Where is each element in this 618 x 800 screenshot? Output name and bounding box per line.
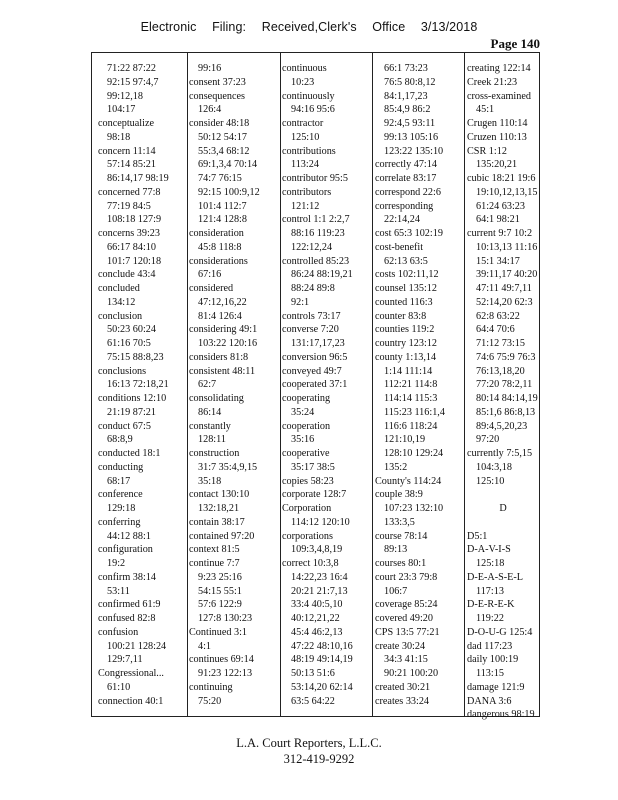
index-entry: cooperation bbox=[282, 420, 331, 432]
index-page-refs: 113:15 bbox=[476, 668, 504, 679]
index-entry: copies 58:23 bbox=[282, 475, 334, 487]
index-page-refs: 85:4,9 86:2 bbox=[384, 104, 431, 116]
index-page-refs: 21:19 87:21 bbox=[107, 406, 156, 418]
index-page-refs: 35:17 38:5 bbox=[291, 461, 335, 473]
column-divider bbox=[464, 53, 465, 716]
index-page-refs: 62:7 bbox=[198, 379, 217, 391]
index-entry: conversion 96:5 bbox=[282, 351, 348, 363]
index-page-refs: 4:1 bbox=[198, 640, 212, 652]
index-page-refs: 117:13 bbox=[476, 585, 504, 597]
index-page-refs: 132:18,21 bbox=[198, 503, 240, 514]
index-page-refs: 57:14 85:21 bbox=[107, 159, 156, 171]
index-page-refs: 34:3 41:15 bbox=[384, 654, 428, 666]
index-page-refs: 121:12 bbox=[291, 200, 320, 212]
index-page-refs: 55:3,4 68:12 bbox=[198, 145, 250, 157]
index-page-refs: 99:13 105:16 bbox=[384, 131, 439, 143]
index-entry: corporate 128:7 bbox=[282, 489, 347, 501]
index-page-refs: 104:3,18 bbox=[476, 461, 512, 473]
index-page-refs: 39:11,17 40:20 bbox=[476, 269, 538, 281]
index-column-3 bbox=[282, 62, 368, 708]
index-page-refs: 106:7 bbox=[384, 585, 408, 597]
index-entry: D5:1 bbox=[467, 530, 488, 542]
index-page-refs: 113:24 bbox=[291, 159, 319, 171]
index-page-refs: 116:6 118:24 bbox=[384, 420, 438, 432]
index-page-refs: 71:12 73:15 bbox=[476, 338, 525, 349]
index-page-refs: 61:24 63:23 bbox=[476, 200, 525, 212]
index-page-refs: 45:1 bbox=[476, 104, 495, 116]
index-entry: conclusion bbox=[98, 310, 143, 322]
index-entry: contain 38:17 bbox=[189, 516, 245, 528]
index-entry: contained 97:20 bbox=[189, 530, 255, 542]
index-entry: Corporation bbox=[282, 503, 332, 514]
index-page-refs: 77:20 78:2,11 bbox=[476, 379, 533, 391]
index-entry: control 1:1 2:2,7 bbox=[282, 214, 350, 226]
index-page-refs: 9:23 25:16 bbox=[198, 571, 242, 583]
index-entry bbox=[467, 516, 539, 530]
index-page-refs: 50:12 54:17 bbox=[198, 131, 247, 143]
index-page-refs: 92:15 97:4,7 bbox=[107, 76, 159, 88]
index-entry: context 81:5 bbox=[189, 544, 240, 556]
index-page-refs: 10:13,13 11:16 bbox=[476, 241, 538, 253]
index-entry: cost 65:3 102:19 bbox=[375, 228, 443, 239]
index-page-refs: 134:12 bbox=[107, 296, 136, 308]
index-entry: concerned 77:8 bbox=[98, 186, 161, 198]
index-entry: corporations bbox=[282, 530, 333, 542]
index-page-refs: 14:22,23 16:4 bbox=[291, 571, 348, 583]
index-page-refs: 35:16 bbox=[291, 434, 315, 446]
index-page-refs: 128:11 bbox=[198, 434, 226, 446]
index-page-refs: 57:6 122:9 bbox=[198, 599, 242, 611]
index-page-refs: 52:14,20 62:3 bbox=[476, 296, 533, 308]
index-page-refs: 92:4,5 93:11 bbox=[384, 118, 436, 129]
index-page-refs: 62:8 63:22 bbox=[476, 310, 520, 322]
index-page-refs: 92:15 100:9,12 bbox=[198, 186, 260, 198]
index-page-refs: 10:23 bbox=[291, 76, 315, 88]
index-page-refs: 88:24 89:8 bbox=[291, 283, 335, 294]
filing-word-5: 3/13/2018 bbox=[420, 20, 478, 34]
index-entry: cooperating bbox=[282, 393, 331, 404]
index-page-refs: 109:3,4,8,19 bbox=[291, 544, 343, 556]
index-page-refs: 121:4 128:8 bbox=[198, 214, 247, 226]
index-page-refs: 76:5 80:8,12 bbox=[384, 76, 436, 88]
index-page-refs: 103:22 120:16 bbox=[198, 338, 258, 349]
index-page-refs: 75:20 bbox=[198, 695, 222, 707]
index-entry: conferring bbox=[98, 516, 141, 528]
index-entry: contributors bbox=[282, 186, 332, 198]
index-entry: counted 116:3 bbox=[375, 296, 433, 308]
index-page-refs: 112:21 114:8 bbox=[384, 379, 438, 391]
column-divider bbox=[187, 53, 188, 716]
index-entry: couple 38:9 bbox=[375, 489, 423, 501]
index-entry: cooperated 37:1 bbox=[282, 379, 348, 391]
index-entry: continuing bbox=[189, 681, 233, 693]
index-entry: contractor bbox=[282, 118, 324, 129]
index-entry: contact 130:10 bbox=[189, 489, 250, 501]
index-entry: consider 48:18 bbox=[189, 118, 250, 129]
index-page-refs: 127:8 130:23 bbox=[198, 613, 253, 624]
index-column-2 bbox=[189, 62, 275, 708]
index-entry: continuously bbox=[282, 90, 335, 102]
index-page-refs: 101:4 112:7 bbox=[198, 200, 247, 212]
index-page-refs: 84:1,17,23 bbox=[384, 90, 428, 102]
index-entry: conference bbox=[98, 489, 143, 501]
index-entry: confirmed 61:9 bbox=[98, 599, 161, 611]
index-frame bbox=[91, 52, 540, 721]
index-entry: County's 114:24 bbox=[375, 475, 442, 487]
index-page-refs: 77:19 84:5 bbox=[107, 200, 151, 212]
index-page-refs: 86:24 88:19,21 bbox=[291, 269, 353, 281]
index-page-refs: 119:22 bbox=[476, 613, 504, 624]
index-entry: controlled 85:23 bbox=[282, 255, 350, 267]
index-entry: covered 49:20 bbox=[375, 613, 433, 624]
index-page-refs: 89:13 bbox=[384, 544, 408, 556]
index-page-refs: 48:19 49:14,19 bbox=[291, 654, 353, 666]
index-page-refs: 125:10 bbox=[291, 131, 320, 143]
index-page-refs: 15:1 34:17 bbox=[476, 255, 520, 267]
index-page-refs: 69:1,3,4 70:14 bbox=[198, 159, 258, 171]
index-page-refs: 125:10 bbox=[476, 475, 505, 487]
index-entry: creating 122:14 bbox=[467, 63, 531, 74]
index-entry: Creek 21:23 bbox=[467, 76, 518, 88]
index-page-refs: 114:14 115:3 bbox=[384, 393, 438, 404]
index-entry: correct 10:3,8 bbox=[282, 558, 339, 569]
index-page-refs: 86:14,17 98:19 bbox=[107, 173, 169, 184]
reporter-phone: 312-419-9292 bbox=[283, 752, 355, 766]
index-column-5 bbox=[467, 62, 539, 722]
index-entry: concerns 39:23 bbox=[98, 228, 160, 239]
index-page-refs: 99:16 bbox=[198, 63, 222, 74]
index-page-refs: 20:21 21:7,13 bbox=[291, 585, 348, 597]
index-entry: conveyed 49:7 bbox=[282, 365, 342, 377]
index-entry: concern 11:14 bbox=[98, 145, 156, 157]
index-entry: conceptualize bbox=[98, 118, 154, 129]
filing-word-1: Electronic bbox=[140, 20, 197, 34]
index-page-refs: 122:12,24 bbox=[291, 241, 333, 253]
index-entry: consideration bbox=[189, 228, 244, 239]
index-entry: coverage 85:24 bbox=[375, 599, 438, 611]
index-entry: CPS 13:5 77:21 bbox=[375, 626, 440, 638]
index-entry: dangerous 98:19 bbox=[467, 709, 535, 721]
index-page-refs: 88:16 119:23 bbox=[291, 228, 345, 239]
index-entry: construction bbox=[189, 448, 240, 459]
index-entry: contributor 95:5 bbox=[282, 173, 348, 184]
index-page-refs: 66:1 73:23 bbox=[384, 63, 428, 74]
index-entry: continue 7:7 bbox=[189, 558, 240, 569]
index-entry: cost-benefit bbox=[375, 241, 424, 253]
index-entry: courses 80:1 bbox=[375, 558, 427, 569]
reporter-company: L.A. Court Reporters, L.L.C. bbox=[236, 736, 382, 750]
index-page-refs: 71:22 87:22 bbox=[107, 63, 156, 74]
index-entry: Crugen 110:14 bbox=[467, 118, 528, 129]
index-entry: create 30:24 bbox=[375, 640, 426, 652]
index-entry: cubic 18:21 19:6 bbox=[467, 173, 536, 184]
index-entry: controls 73:17 bbox=[282, 310, 341, 322]
index-page-refs: 129:7,11 bbox=[107, 654, 143, 666]
index-page-refs: 115:23 116:1,4 bbox=[384, 406, 445, 418]
index-entry: correctly 47:14 bbox=[375, 159, 437, 171]
index-page-refs: 16:13 72:18,21 bbox=[107, 379, 169, 391]
index-page-refs: 104:17 bbox=[107, 104, 136, 116]
index-entry: conduct 67:5 bbox=[98, 420, 151, 432]
index-entry: course 78:14 bbox=[375, 530, 428, 542]
index-entry: counter 83:8 bbox=[375, 310, 427, 322]
index-entry: confusion bbox=[98, 626, 139, 638]
index-entry: continues 69:14 bbox=[189, 654, 254, 666]
index-entry: Continued 3:1 bbox=[189, 626, 248, 638]
index-page-refs: 126:4 bbox=[198, 104, 222, 116]
index-entry bbox=[467, 488, 539, 502]
index-entry: dad 117:23 bbox=[467, 640, 513, 652]
index-page-refs: 61:16 70:5 bbox=[107, 338, 151, 349]
filing-stamp bbox=[0, 20, 618, 34]
index-entry: Congressional... bbox=[98, 668, 164, 679]
index-page-refs: 86:14 bbox=[198, 406, 222, 418]
index-page-refs: 47:22 48:10,16 bbox=[291, 640, 353, 652]
index-page-refs: 44:12 88:1 bbox=[107, 530, 151, 542]
index-page-refs: 74:6 75:9 76:3 bbox=[476, 351, 536, 363]
index-entry: D-E-R-E-K bbox=[467, 599, 515, 611]
index-page-refs: 121:10,19 bbox=[384, 434, 426, 446]
index-entry: considers 81:8 bbox=[189, 351, 249, 363]
index-entry: conclusions bbox=[98, 365, 147, 377]
index-entry: costs 102:11,12 bbox=[375, 269, 439, 281]
index-page-refs: 76:13,18,20 bbox=[476, 365, 525, 377]
index-page-refs: 35:24 bbox=[291, 406, 315, 418]
section-letter: D bbox=[499, 503, 507, 514]
index-entry: CSR 1:12 bbox=[467, 145, 507, 157]
index-page-refs: 98:18 bbox=[107, 131, 131, 143]
index-page-refs: 97:20 bbox=[476, 434, 500, 446]
index-page-refs: 81:4 126:4 bbox=[198, 310, 242, 322]
index-page-refs: 66:17 84:10 bbox=[107, 241, 156, 253]
index-page-refs: 1:14 111:14 bbox=[384, 365, 433, 377]
index-entry: confirm 38:14 bbox=[98, 571, 157, 583]
index-page-refs: 50:23 60:24 bbox=[107, 324, 156, 336]
index-entry: consolidating bbox=[189, 393, 244, 404]
index-page-refs: 35:18 bbox=[198, 475, 222, 487]
index-entry: concluded bbox=[98, 283, 140, 294]
filing-word-4: Office bbox=[372, 20, 406, 34]
index-page-refs: 68:8,9 bbox=[107, 434, 133, 446]
index-entry: consistent 48:11 bbox=[189, 365, 256, 377]
index-entry: constantly bbox=[189, 420, 231, 432]
index-entry: currently 7:5,15 bbox=[467, 448, 533, 459]
index-entry: country 123:12 bbox=[375, 338, 437, 349]
index-entry: court 23:3 79:8 bbox=[375, 571, 438, 583]
index-entry: considered bbox=[189, 283, 234, 294]
index-entry: converse 7:20 bbox=[282, 324, 339, 336]
index-page-refs: 62:13 63:5 bbox=[384, 255, 428, 267]
index-page-refs: 99:12,18 bbox=[107, 90, 143, 102]
index-page-refs: 100:21 128:24 bbox=[107, 640, 167, 652]
index-page-refs: 47:12,16,22 bbox=[198, 296, 247, 308]
index-page-refs: 129:18 bbox=[107, 503, 136, 514]
index-entry: damage 121:9 bbox=[467, 681, 525, 693]
index-page-refs: 80:14 84:14,19 bbox=[476, 393, 538, 404]
index-entry: cooperative bbox=[282, 448, 330, 459]
index-entry: considering 49:1 bbox=[189, 324, 258, 336]
index-page-refs: 89:4,5,20,23 bbox=[476, 420, 528, 432]
index-page-refs: 94:16 95:6 bbox=[291, 104, 335, 116]
index-entry: consequences bbox=[189, 90, 246, 102]
index-entry: counties 119:2 bbox=[375, 324, 435, 336]
index-page-refs: 74:7 76:15 bbox=[198, 173, 242, 184]
index-page-refs: 47:11 49:7,11 bbox=[476, 283, 532, 294]
index-page-refs: 125:18 bbox=[476, 558, 505, 569]
index-entry: counsel 135:12 bbox=[375, 283, 437, 294]
index-page-refs: 114:12 120:10 bbox=[291, 516, 350, 528]
index-page-refs: 101:7 120:18 bbox=[107, 255, 162, 267]
index-entry: current 9:7 10:2 bbox=[467, 228, 533, 239]
filing-word-2: Filing: bbox=[212, 20, 247, 34]
index-entry: correlate 83:17 bbox=[375, 173, 437, 184]
index-page-refs: 45:4 46:2,13 bbox=[291, 626, 343, 638]
index-entry: daily 100:19 bbox=[467, 654, 519, 666]
index-entry: contributions bbox=[282, 145, 336, 157]
index-page-refs: 135:20,21 bbox=[476, 159, 518, 171]
index-entry: connection 40:1 bbox=[98, 695, 164, 707]
index-entry: consent 37:23 bbox=[189, 76, 246, 88]
index-entry: conducted 18:1 bbox=[98, 448, 161, 459]
index-page-refs: 67:16 bbox=[198, 269, 222, 281]
index-page-refs: 92:1 bbox=[291, 296, 310, 308]
index-entry: configuration bbox=[98, 544, 153, 556]
index-entry: created 30:21 bbox=[375, 681, 431, 693]
index-page-refs: 53:11 bbox=[107, 585, 130, 597]
index-page-refs: 135:2 bbox=[384, 461, 408, 473]
index-entry: D-O-U-G 125:4 bbox=[467, 626, 533, 638]
index-entry: D-A-V-I-S bbox=[467, 544, 511, 556]
filing-word-3: Received,Clerk's bbox=[261, 20, 357, 34]
index-page-refs: 31:7 35:4,9,15 bbox=[198, 461, 258, 473]
index-column-1 bbox=[98, 62, 184, 708]
index-page-refs: 85:1,6 86:8,13 bbox=[476, 406, 536, 418]
index-page-refs: 75:15 88:8,23 bbox=[107, 351, 164, 363]
index-page-refs: 68:17 bbox=[107, 475, 131, 487]
index-entry: corresponding bbox=[375, 200, 434, 212]
index-page-refs: 19:2 bbox=[107, 558, 126, 569]
index-entry: continuous bbox=[282, 63, 327, 74]
index-entry: confused 82:8 bbox=[98, 613, 156, 624]
index-entry: Cruzen 110:13 bbox=[467, 131, 527, 143]
index-page-refs: 22:14,24 bbox=[384, 214, 420, 226]
index-entry: conclude 43:4 bbox=[98, 269, 156, 281]
page-number: Page 140 bbox=[490, 36, 540, 51]
index-entry: correspond 22:6 bbox=[375, 186, 441, 198]
index-page-refs: 54:15 55:1 bbox=[198, 585, 242, 597]
index-page-refs: 64:1 98:21 bbox=[476, 214, 520, 226]
index-page-refs: 123:22 135:10 bbox=[384, 145, 444, 157]
index-page-refs: 53:14,20 62:14 bbox=[291, 681, 353, 693]
index-page-refs: 45:8 118:8 bbox=[198, 241, 242, 253]
index-entry: considerations bbox=[189, 255, 248, 267]
index-page-refs: 108:18 127:9 bbox=[107, 214, 162, 226]
index-entry: DANA 3:6 bbox=[467, 695, 512, 707]
index-page-refs: 133:3,5 bbox=[384, 516, 415, 528]
index-page-refs: 61:10 bbox=[107, 681, 131, 693]
index-column-4 bbox=[375, 62, 461, 708]
index-page-refs: 63:5 64:22 bbox=[291, 695, 335, 707]
index-page-refs: 40:12,21,22 bbox=[291, 613, 340, 624]
column-divider bbox=[372, 53, 373, 716]
index-page-refs: 128:10 129:24 bbox=[384, 448, 444, 459]
index-entry: D-E-A-S-E-L bbox=[467, 571, 524, 583]
index-page-refs: 90:21 100:20 bbox=[384, 668, 439, 679]
index-page-refs: 91:23 122:13 bbox=[198, 668, 253, 679]
index-entry: conditions 12:10 bbox=[98, 393, 167, 404]
index-entry: creates 33:24 bbox=[375, 695, 430, 707]
index-entry: conducting bbox=[98, 461, 144, 473]
index-page-refs: 64:4 70:6 bbox=[476, 324, 515, 336]
index-page-refs: 33:4 40:5,10 bbox=[291, 599, 343, 611]
index-page-refs: 19:10,12,13,15 bbox=[476, 186, 538, 198]
index-page-refs: 107:23 132:10 bbox=[384, 503, 444, 514]
index-page-refs: 50:13 51:6 bbox=[291, 668, 335, 679]
index-page-refs: 131:17,17,23 bbox=[291, 338, 345, 349]
column-divider bbox=[280, 53, 281, 716]
index-entry: cross-examined bbox=[467, 90, 531, 102]
index-entry: county 1:13,14 bbox=[375, 351, 437, 363]
